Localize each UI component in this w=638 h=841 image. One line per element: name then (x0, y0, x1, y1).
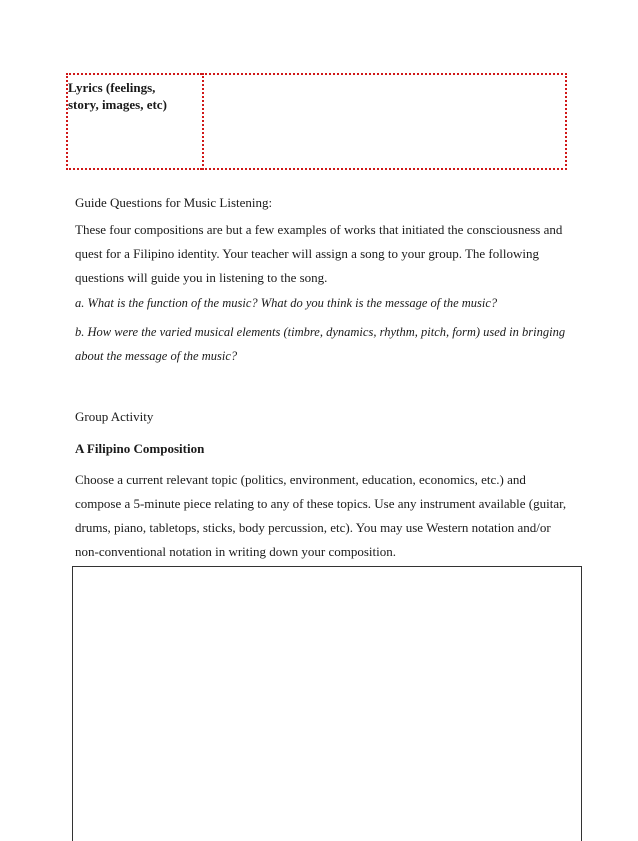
composition-title: A Filipino Composition (75, 441, 205, 456)
lyrics-answer-cell[interactable] (202, 73, 567, 170)
lyrics-label: Lyrics (feelings, story, images, etc) (68, 80, 167, 112)
guide-questions-heading: Guide Questions for Music Listening: (75, 195, 273, 210)
lyrics-label-cell (66, 73, 202, 170)
guide-question-a: a. What is the function of the music? What do you think is the message of the music? (75, 296, 498, 310)
composition-answer-box[interactable] (72, 566, 582, 841)
lyrics-table (66, 73, 567, 170)
composition-instructions: Choose a current relevant topic (politics, environment, education, economics, etc.) and compose a 5-minute piece relating to any of these topics. Use any instrument available (guitar, drums, piano, tabletops, sticks, body percussion, etc). You may use Western notation and/or non-conventional notation in writing down your composition. (75, 472, 567, 559)
guide-intro-paragraph: These four compositions are but a few examples of works that initiated the consciousness and quest for a Filipino identity. Your teacher will assign a song to your group. The following questions will guide you in listening to the song. (75, 222, 563, 285)
guide-question-b: b. How were the varied musical elements (timbre, dynamics, rhythm, pitch, form) used in bringing about the message of the music? (75, 325, 566, 363)
group-activity-heading: Group Activity (75, 409, 154, 424)
